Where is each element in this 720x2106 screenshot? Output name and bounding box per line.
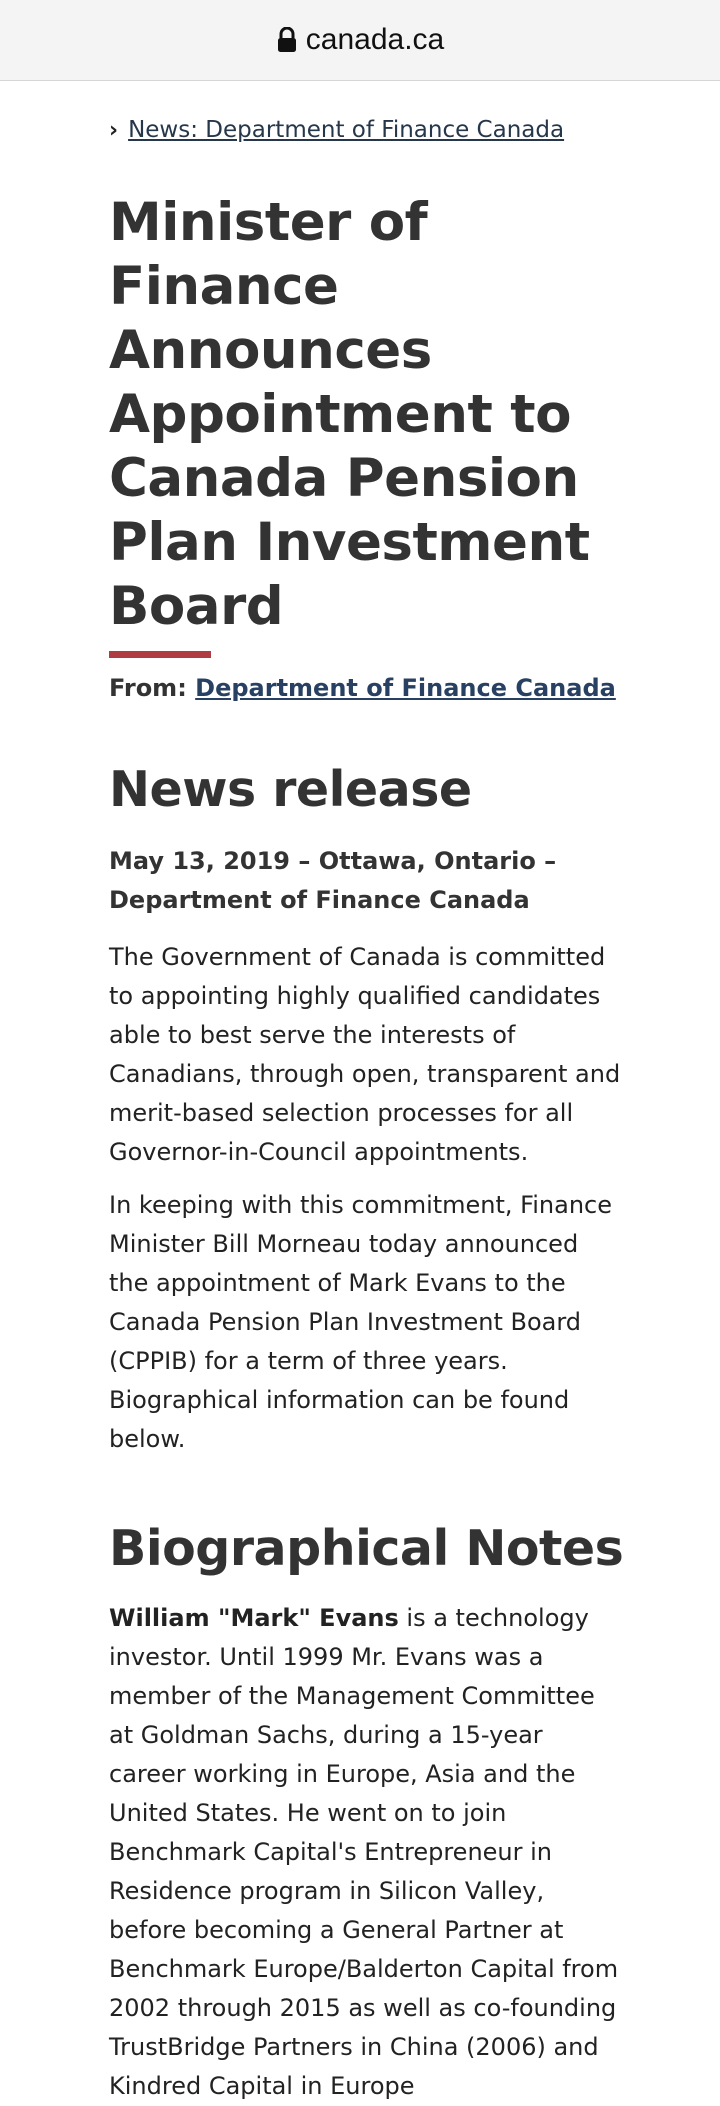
- main-content: [0, 117, 720, 2106]
- title-underline: [109, 651, 211, 658]
- browser-address-bar[interactable]: [0, 0, 720, 81]
- from-department-link[interactable]: Department of Finance Canada: [195, 674, 616, 702]
- from-line: [109, 674, 624, 702]
- from-label: From:: [109, 674, 187, 702]
- news-release-heading: News release: [109, 761, 472, 818]
- address-domain[interactable]: canada.ca: [305, 23, 445, 56]
- biographical-notes-heading: Biographical Notes: [109, 1520, 624, 1577]
- dateline: May 13, 2019 – Ottawa, Ontario – Department of Finance Canada: [109, 847, 557, 914]
- breadcrumb: [109, 117, 624, 143]
- chevron-right-icon: ›: [109, 117, 119, 143]
- bio-name: William "Mark" Evans: [109, 1604, 399, 1632]
- lock-icon: [276, 27, 298, 53]
- breadcrumb-link[interactable]: News: Department of Finance Canada: [128, 117, 565, 143]
- bio-paragraph: [109, 1599, 624, 2106]
- bio-text: is a technology investor. Until 1999 Mr. Evans was a member of the Management Committee at Goldman Sachs, during a 15-year career working in Europe, Asia and the United States. He went on to join Benchmark Capital's Entrepreneur in Residence program in Silicon Valley, before becoming a General Partner at Benchmark Europe/Balderton Capital from 2002 through 2015 as well as co-founding TrustBridge Partners in China (2006) and Kindred Capital in Europe: [109, 1604, 619, 2100]
- news-paragraph-2: In keeping with this commitment, Finance Minister Bill Morneau today announced the appointment of Mark Evans to the Canada Pension Plan Investment Board (CPPIB) for a term of three years. Biographical information can be found below.: [109, 1191, 612, 1453]
- news-paragraph-1: The Government of Canada is committed to appointing highly qualified candidates able to best serve the interests of Canadians, through open, transparent and merit-based selection processes for all Governor-in-Council appointments.: [109, 943, 621, 1166]
- page-title: Minister of Finance Announces Appointment to Canada Pension Plan Investment Board: [109, 192, 590, 637]
